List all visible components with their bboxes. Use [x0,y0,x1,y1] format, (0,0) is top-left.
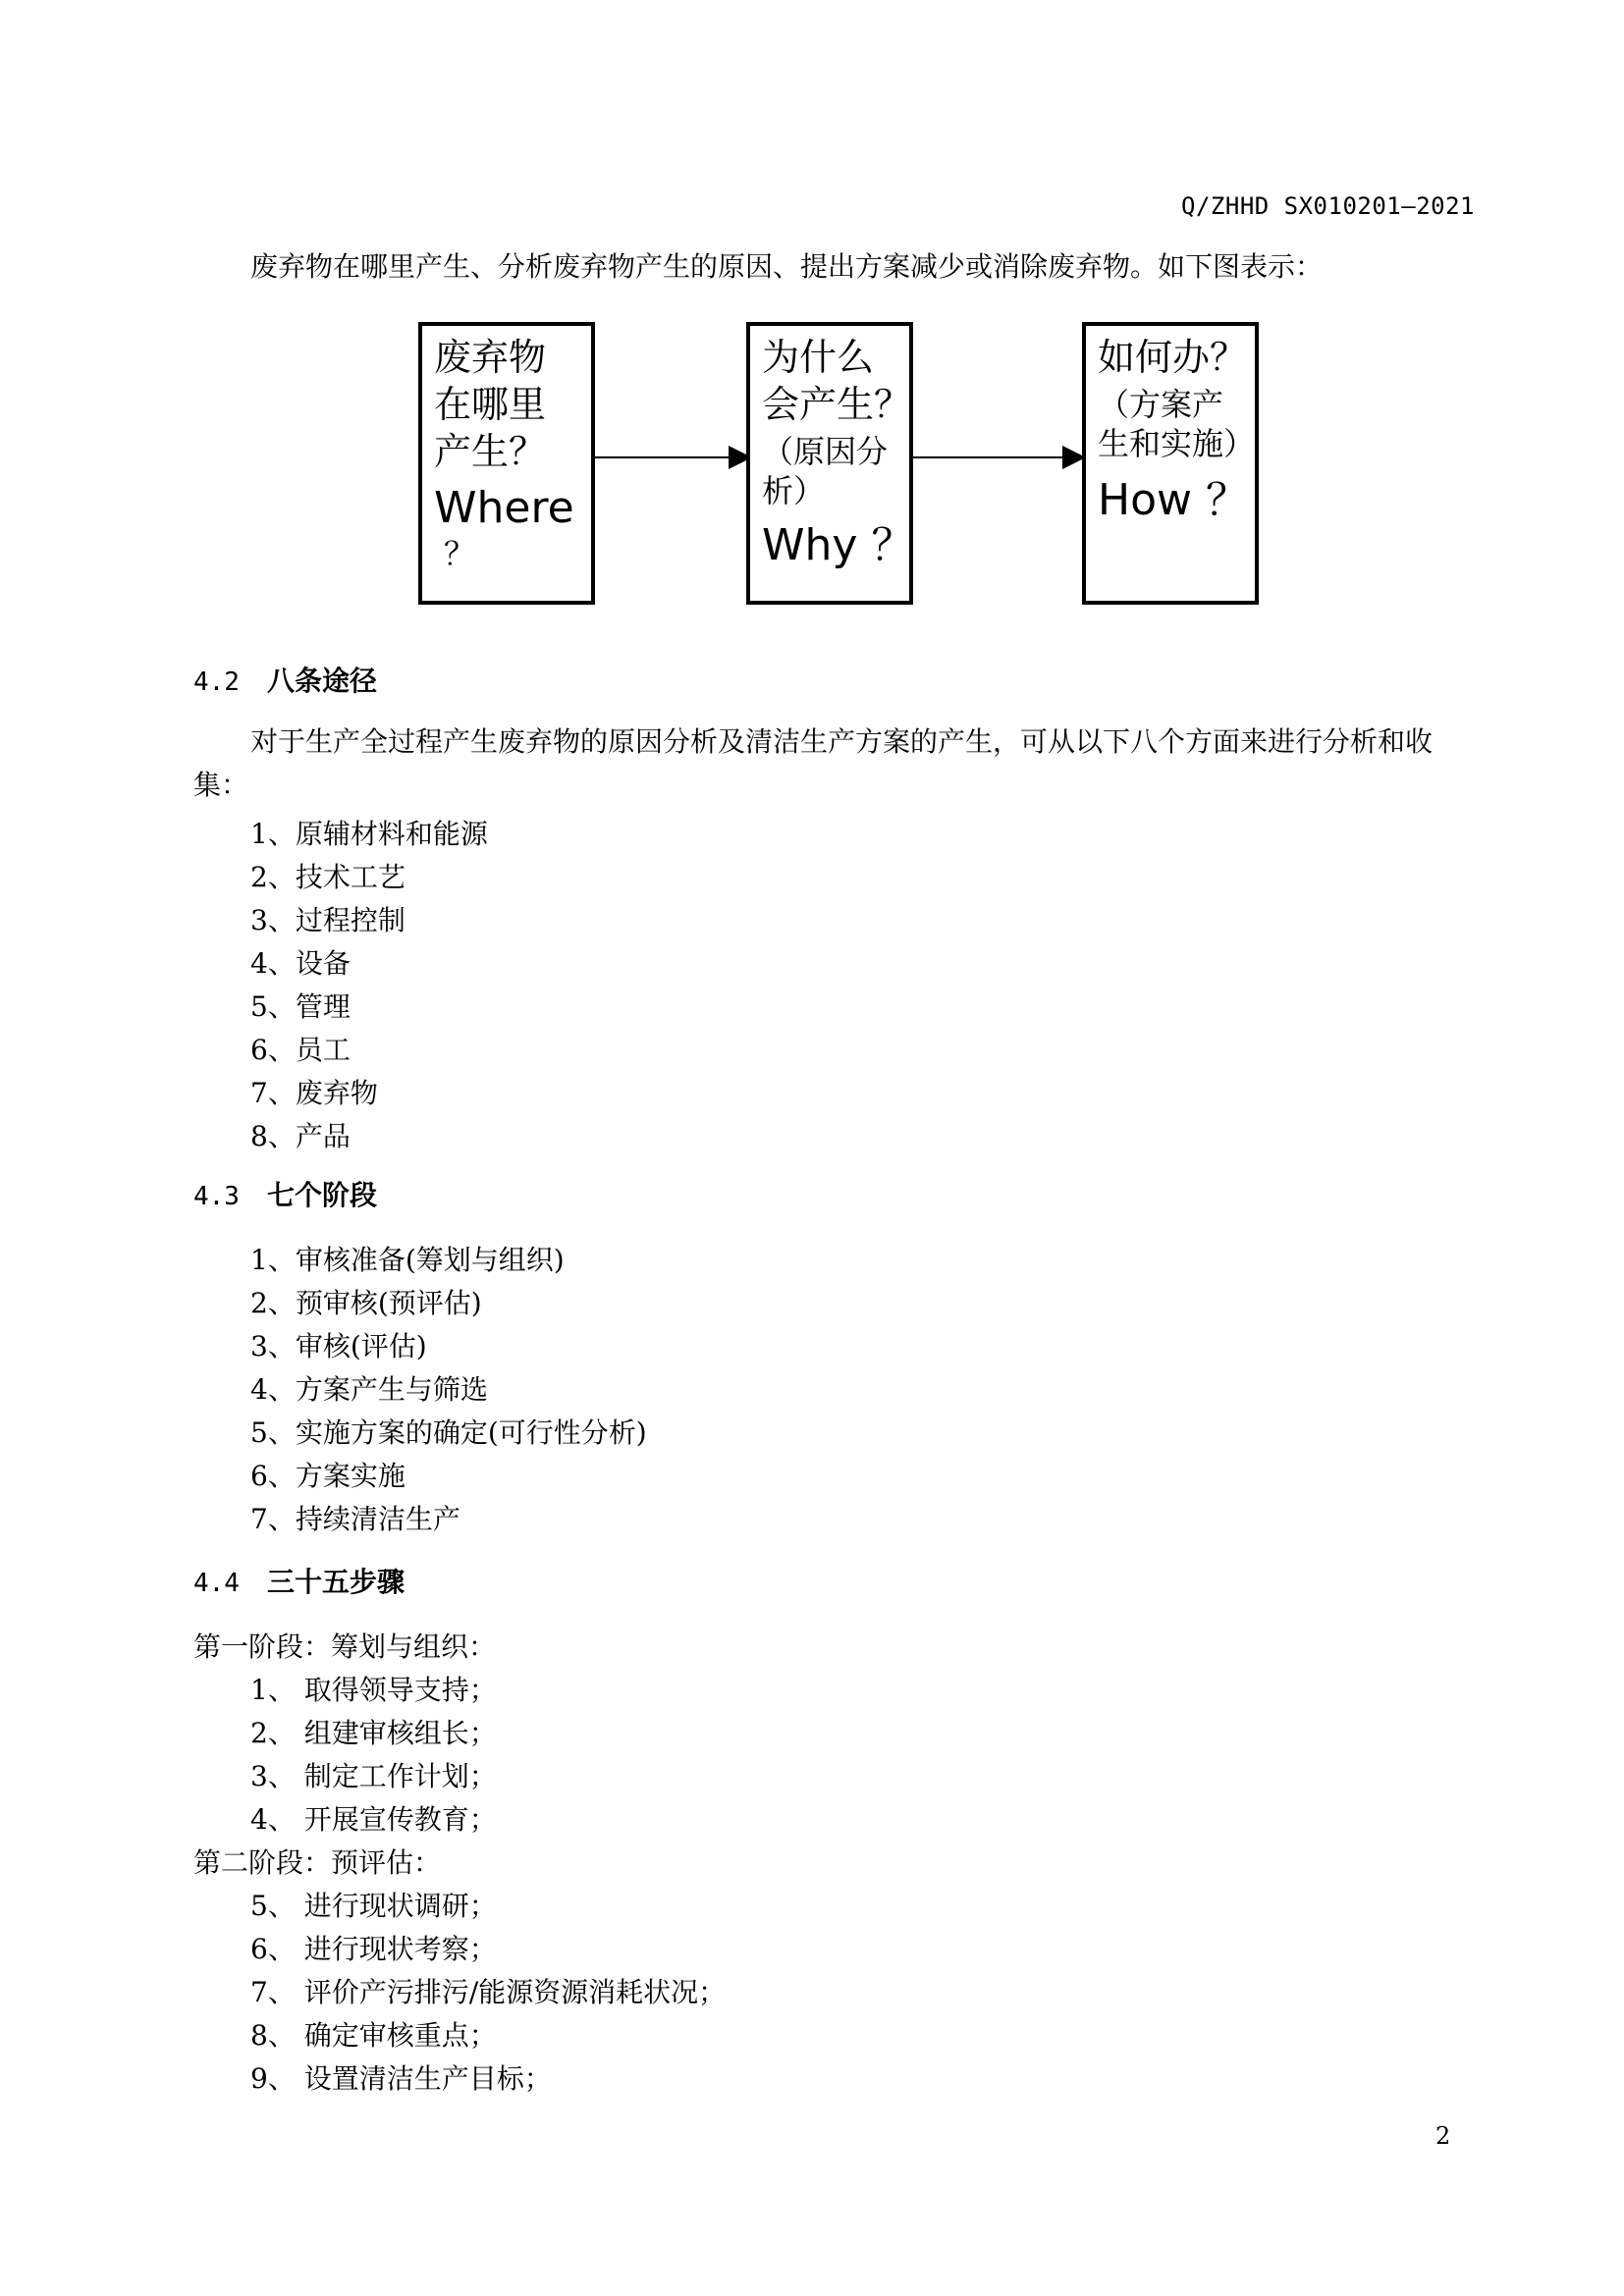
list-item: 1、 取得领导支持； [250,1674,497,1706]
list-item: 7、持续清洁生产 [250,1503,460,1535]
box-how [1082,322,1259,605]
list-item: 4、 开展宣传教育； [250,1803,497,1836]
list-item: 2、预审核(预评估) [250,1287,482,1319]
section-4-2-heading [193,660,377,699]
box-how-line3: 生和实施） [1098,425,1256,462]
box-where-question: ？ [444,535,476,572]
list-item: 4、设备 [250,947,351,980]
section-4-3-heading [193,1174,377,1213]
box-how-en: How ？ [1098,475,1249,525]
list-item: 7、废弃物 [250,1077,378,1109]
page-number: 2 [1435,2122,1451,2150]
list-item: 3、审核(评估) [250,1330,427,1362]
list-item: 2、技术工艺 [250,861,406,893]
box-where-line1: 废弃物 [434,336,547,379]
list-item: 8、产品 [250,1120,351,1152]
box-why [746,322,913,605]
section-4-2-title: 八条途径 [266,665,377,697]
section-4-4-title: 三十五步骤 [266,1566,405,1598]
list-item: 2、 组建审核组长； [250,1717,497,1749]
list-item: 5、管理 [250,990,351,1023]
section-4-4-heading [193,1561,405,1600]
list-item: 5、 进行现状调研； [250,1890,497,1922]
list-item: 6、方案实施 [250,1460,406,1492]
box-where-line3: 产生？ [434,430,547,473]
box-how-line2: （方案产 [1098,386,1224,423]
phase-heading: 第二阶段：预评估： [193,1846,442,1879]
list-item: 5、实施方案的确定(可行性分析) [250,1416,647,1449]
list-item: 3、 制定工作计划； [250,1760,497,1792]
section-4-3-number: 4.3 [193,1182,240,1211]
section-4-3-title: 七个阶段 [266,1179,377,1211]
section-4-4-number: 4.4 [193,1569,240,1598]
list-item: 6、 进行现状考察； [250,1933,497,1965]
box-how-line1: 如何办？ [1098,336,1248,379]
list-item: 7、 评价产污排污/能源资源消耗状况； [250,1976,727,2008]
list-item: 1、原辅材料和能源 [250,818,488,850]
intro-paragraph: 废弃物在哪里产生、分析废弃物产生的原因、提出方案减少或消除废弃物。如下图表示： [250,250,1324,283]
box-where-en: Where [434,483,574,533]
box-where [418,322,595,605]
box-why-line3: （原因分 [762,433,889,470]
box-why-line4: 析） [762,472,826,509]
list-item: 4、方案产生与筛选 [250,1373,488,1406]
section-4-2-paragraph: 对于生产全过程产生废弃物的原因分析及清洁生产方案的产生，可从以下八个方面来进行分析和收集： [193,725,1434,801]
box-where-line2: 在哪里 [434,383,547,426]
list-item: 9、 设置清洁生产目标； [250,2062,552,2095]
list-item: 1、审核准备(筹划与组织) [250,1244,565,1276]
document-code: Q/ZHHD SX010201—2021 [1181,192,1475,220]
box-why-en: Why ？ [762,520,915,570]
list-item: 8、 确定审核重点； [250,2019,497,2052]
phase-heading: 第一阶段：筹划与组织： [193,1630,497,1663]
box-why-line1: 为什么 [762,336,875,379]
box-why-line2: 会产生？ [762,383,912,426]
list-item: 6、员工 [250,1034,351,1066]
list-item: 3、过程控制 [250,904,406,936]
section-4-2-number: 4.2 [193,667,240,697]
